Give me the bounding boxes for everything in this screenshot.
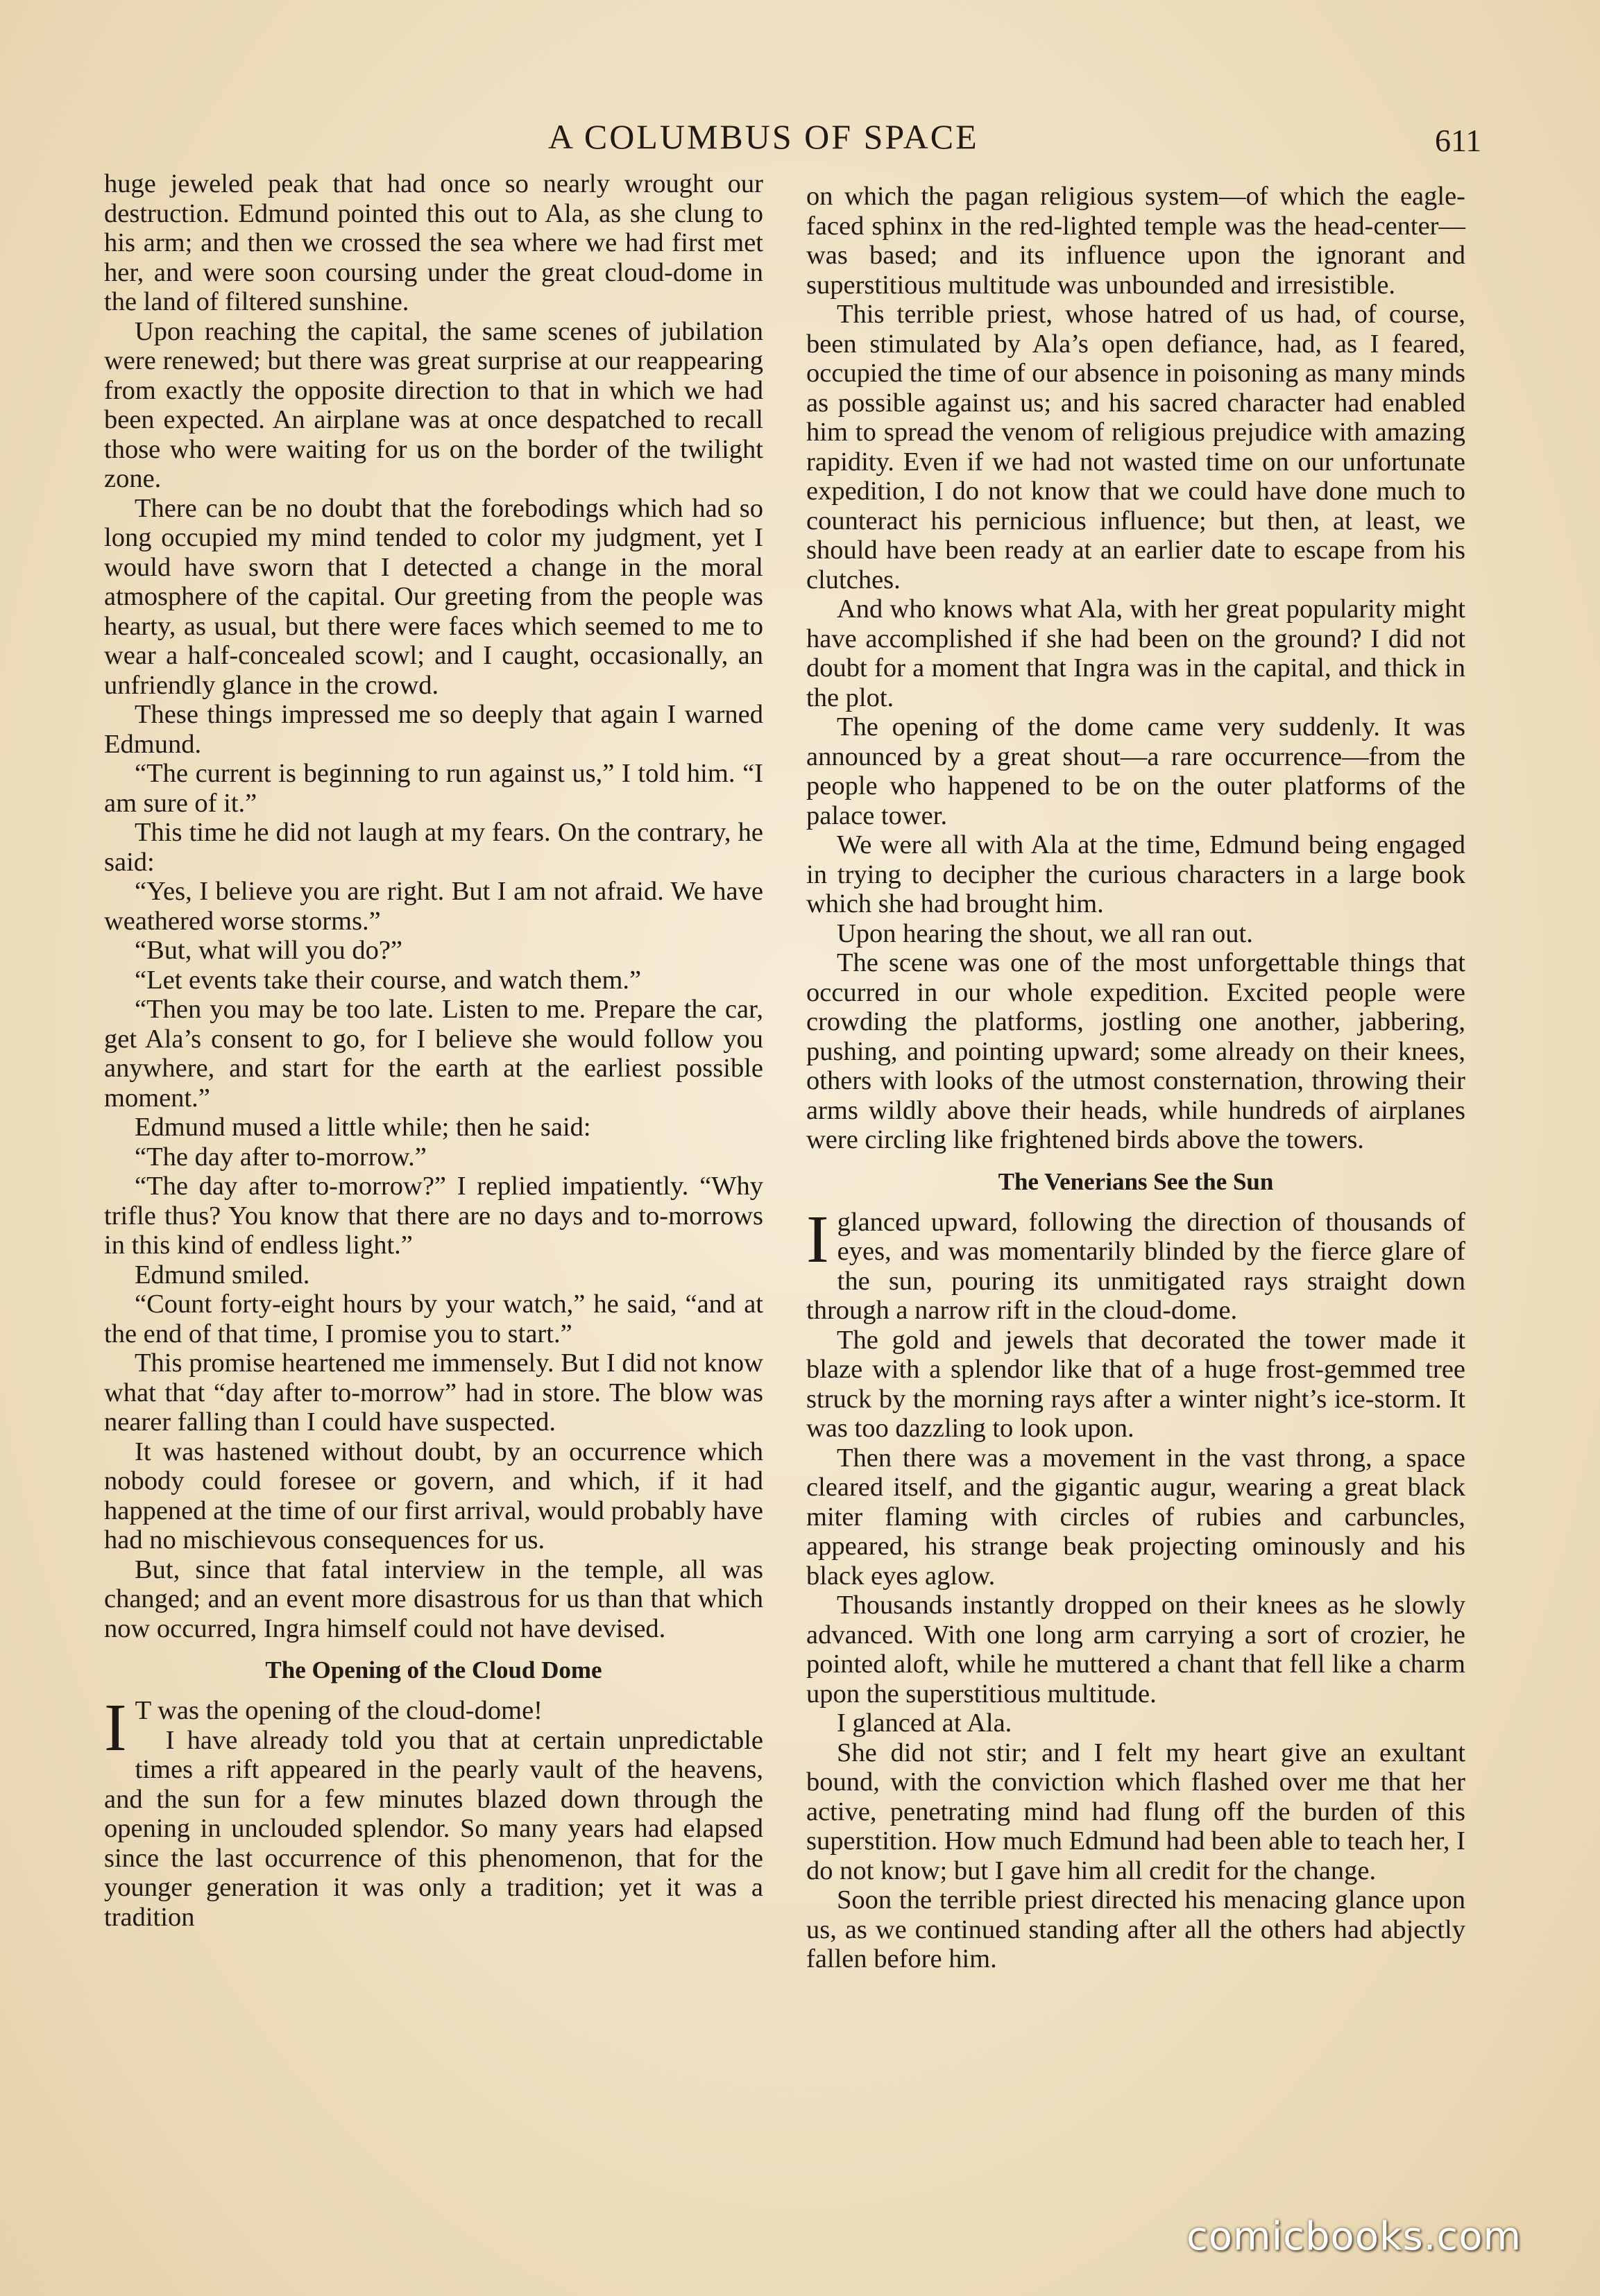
paragraph: Edmund mused a little while; then he said: xyxy=(135,1113,591,1142)
paragraph: Edmund smiled. xyxy=(135,1260,310,1290)
paragraph: This time he did not laugh at my fears. On the contrary, he said: xyxy=(104,818,763,877)
paragraph: “The day after to-morrow?” I replied impatiently. “Why trifle thus? You know that there are no days and to-morrows in this kind of endless light.” xyxy=(104,1172,763,1260)
paragraph: “But, what will you do?” xyxy=(135,936,402,965)
paragraph: “The current is beginning to run against us,” I told him. “I am sure of it.” xyxy=(104,759,763,818)
paragraph: Then there was a movement in the vast throng, a space cleared itself, and the gigantic augur, wearing a great black miter flaming with circles of rubies and carbuncles, appeared, his strange beak projecting ominously and his black eyes aglow. xyxy=(806,1443,1465,1591)
paragraph: The opening of the dome came very suddenly. It was announced by a great shout—a rare occurrence—from the people who happened to be on the outer platforms of the palace tower. xyxy=(806,712,1465,830)
paragraph: These things impressed me so deeply that again I warned Edmund. xyxy=(104,700,763,759)
paragraph-text: T was the opening of the cloud-dome! xyxy=(135,1696,543,1725)
paragraph: “The day after to-morrow.” xyxy=(135,1142,427,1172)
paragraph: And who knows what Ala, with her great popularity might have accomplished if she had been on the ground? I did not doubt for a moment that Ingra was in the capital, and thick in the plot. xyxy=(806,594,1465,712)
paragraph: I glanced at Ala. xyxy=(837,1708,1012,1738)
paragraph: It was hastened without doubt, by an occurrence which nobody could foresee or govern, and which, if it had happened at the time of our first arrival, would probably have had no mischievous consequences for us. xyxy=(104,1437,763,1554)
drop-cap: I xyxy=(806,1201,829,1277)
dropcap-paragraph xyxy=(104,1690,763,1765)
paragraph: Thousands instantly dropped on their knees as he slowly advanced. With one long arm carrying a sort of crozier, he pointed aloft, while he muttered a chant that fell like a charm upon the superstitious multitude. xyxy=(806,1591,1465,1708)
paragraph: “Let events take their course, and watch them.” xyxy=(135,965,642,995)
paragraph: Upon hearing the shout, we all ran out. xyxy=(837,918,1253,948)
paragraph: “Then you may be too late. Listen to me. Prepare the car, get Ala’s consent to go, for I believe she would follow you anywhere, and start for the earth at the earliest possible moment.” xyxy=(104,995,763,1113)
paragraph: This terrible priest, whose hatred of us had, of course, been stimulated by Ala’s open defiance, had, as I feared, occupied the time of our absence in poisoning as many minds as possible against us; and his sacred character had enabled him to spread the venom of religious prejudice with amazing rapidity. Even if we had not wasted time on our unfortunate expedition, I do not know that we could have done much to counteract his pernicious influence; but then, at least, we should have been ready at an earlier date to escape from his clutches. xyxy=(806,300,1465,594)
site-watermark: comicbooks.com xyxy=(1186,2214,1522,2259)
paragraph: There can be no doubt that the forebodings which had so long occupied my mind tended to color my judgment, yet I would have sworn that I detected a change in the moral atmosphere of the capital. Our greeting from the people was hearty, as usual, but there were faces which seemed to me to wear a half-concealed scowl; and I caught, occasionally, an unfriendly glance in the crowd. xyxy=(104,493,763,700)
paragraph: “Yes, I believe you are right. But I am not afraid. We have weathered worse storms.” xyxy=(104,877,763,936)
paragraph: Upon reaching the capital, the same scenes of jubilation were renewed; but there was great surprise at our reappearing from exactly the opposite direction to that in which we had been expected. An airplane was at once despatched to recall those who were waiting for us on the border of the twilight zone. xyxy=(104,316,763,493)
paragraph: The scene was one of the most unforgettable things that occurred in our whole expedition. Excited people were crowding the platforms, jostling one another, jabbering, pushing, and pointing upward; some already on their knees, others with looks of the utmost consternation, throwing their arms wildly above their heads, while hundreds of airplanes were circling like frightened birds above the towers. xyxy=(806,948,1465,1154)
paragraph: huge jeweled peak that had once so nearly wrought our destruction. Edmund pointed this out to Ala, as she clung to his arm; and then we crossed the sea where we had first met her, and were soon coursing under the great cloud-dome in the land of filtered sunshine. xyxy=(104,169,763,316)
paragraph: The gold and jewels that decorated the tower made it blaze with a splendor like that of a huge frost-gemmed tree struck by the morning rays after a winter night’s ice-storm. It was too dazzling to look upon. xyxy=(806,1325,1465,1443)
paragraph: But, since that fatal interview in the temple, all was changed; and an event more disastrous for us than that which now occurred, Ingra himself could not have devised. xyxy=(104,1554,763,1643)
section-heading: The Opening of the Cloud Dome xyxy=(265,1656,602,1684)
drop-cap: I xyxy=(104,1690,127,1765)
page-number: 611 xyxy=(1435,123,1482,158)
paragraph: on which the pagan religious system—of which the eagle-faced sphinx in the red-lighted temple was the head-center—was based; and its influence upon the ignorant and superstitious multitude was unbounded and irresistible. xyxy=(806,182,1465,300)
paragraph-text: glanced upward, following the direction of thousands of eyes, and was momentarily blinded by the fierce glare of the sun, pouring its unmitigated rays straight down through a narrow rift in the cloud-dome. xyxy=(806,1207,1465,1325)
paragraph: She did not stir; and I felt my heart give an exultant bound, with the conviction which flashed over me that her active, penetrating mind had flung off the burden of this superstition. How much Edmund had been able to teach her, I do not know; but I gave him all credit for the change. xyxy=(806,1738,1465,1885)
dropcap-paragraph xyxy=(806,1201,1465,1326)
left-column xyxy=(104,169,763,1932)
paragraph: This promise heartened me immensely. But I did not know what that “day after to-morrow” had in store. The blow was nearer falling than I could have suspected. xyxy=(104,1348,763,1437)
paragraph: We were all with Ala at the time, Edmund being engaged in trying to decipher the curious characters in a large book which she had brought him. xyxy=(806,830,1465,918)
right-column xyxy=(806,182,1465,1974)
paragraph: “Count forty-eight hours by your watch,” he said, “and at the end of that time, I promise you to start.” xyxy=(104,1290,763,1348)
running-title: A COLUMBUS OF SPACE xyxy=(548,117,979,156)
paragraph: I have already told you that at certain unpredictable times a rift appeared in the pearly vault of the heavens, and the sun for a few minutes blazed down through the opening in unclouded splendor. So many years had elapsed since the last occurrence of this phenomenon, that for the younger generation it was only a tradition; yet it was a tradition xyxy=(104,1725,763,1932)
paragraph: Soon the terrible priest directed his menacing glance upon us, as we continued standing after all the others had abjectly fallen before him. xyxy=(806,1885,1465,1973)
section-heading: The Venerians See the Sun xyxy=(998,1167,1274,1195)
